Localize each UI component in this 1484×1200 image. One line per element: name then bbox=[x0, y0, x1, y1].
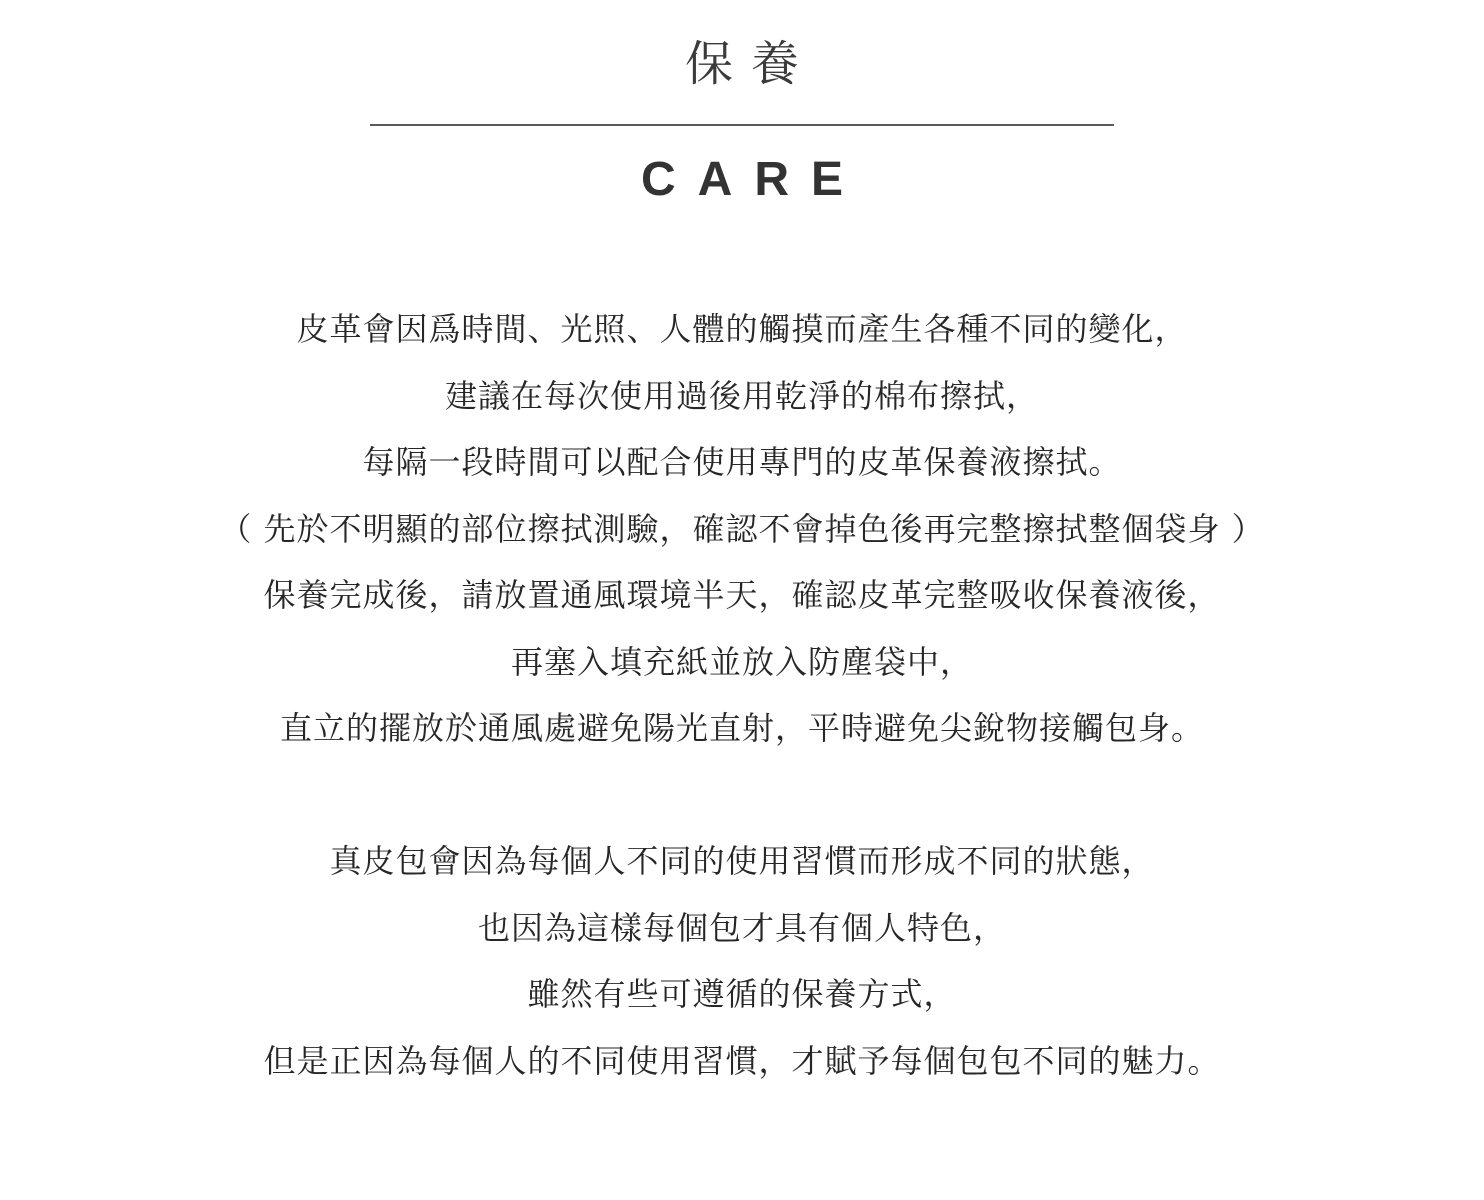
text-line: 再塞入填充紙並放入防塵袋中， bbox=[510, 642, 973, 681]
page-title-chinese: 保養 bbox=[684, 36, 817, 92]
text-line: 每隔一段時間可以配合使用專門的皮革保養液擦拭。 bbox=[362, 443, 1122, 481]
leather-character-paragraph bbox=[0, 828, 1484, 1094]
text-line: 建議在每次使用過後用乾淨的棉布擦拭， bbox=[444, 376, 1039, 415]
text-line: 直立的擺放於通風處避免陽光直射，平時避免尖銳物接觸包身。 bbox=[279, 709, 1204, 747]
text-line: 雖然有些可遵循的保養方式， bbox=[527, 975, 957, 1013]
title-divider bbox=[370, 124, 1114, 126]
care-instructions-paragraph bbox=[0, 296, 1484, 762]
text-line: 皮革會因爲時間、光照、人體的觸摸而產生各種不同的變化， bbox=[296, 310, 1188, 348]
text-line: （ 先於不明顯的部位擦拭測驗，確認不會掉色後再完整擦拭整個袋身 ） bbox=[219, 509, 1265, 548]
page-title-english: CARE bbox=[640, 153, 865, 206]
text-line: 保養完成後，請放置通風環境半天，確認皮革完整吸收保養液後， bbox=[263, 576, 1221, 614]
text-line: 也因為這樣每個包才具有個人特色， bbox=[477, 908, 1006, 947]
text-line: 但是正因為每個人的不同使用習慣，才賦予每個包包不同的魅力。 bbox=[263, 1041, 1221, 1080]
text-line: 真皮包會因為每個人不同的使用習慣而形成不同的狀態， bbox=[329, 842, 1155, 880]
